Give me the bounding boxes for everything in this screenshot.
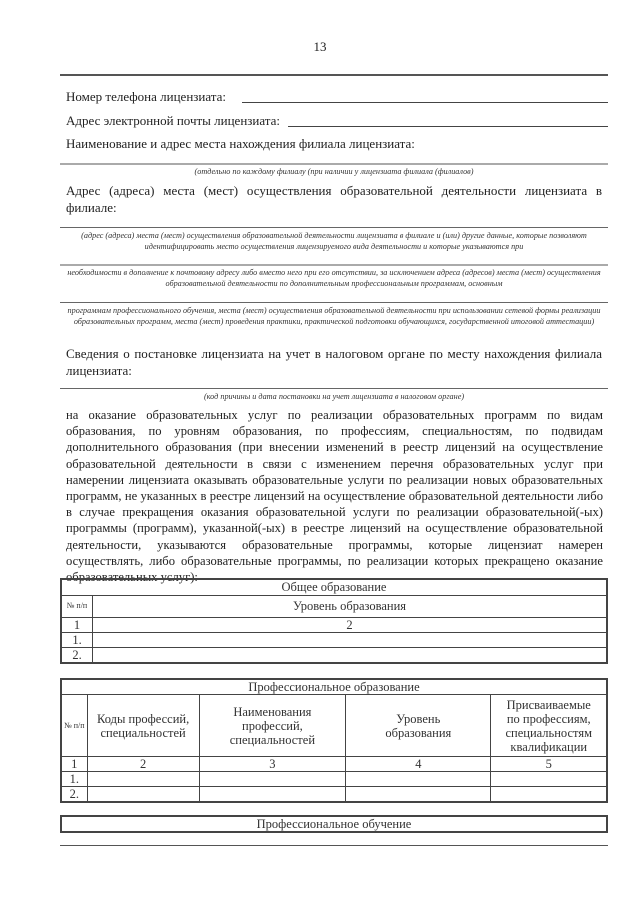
prof-row-1-names[interactable] — [199, 772, 346, 787]
prof-header-codes: Коды профессий, специальностей — [87, 695, 199, 757]
table-row — [61, 787, 607, 803]
general-row-2-level[interactable] — [93, 647, 608, 663]
prof-row-2-names[interactable] — [199, 787, 346, 803]
tax-heading: Сведения о постановке лицензиата на учет в налоговом органе по месту нахождения филиала лицензиата: — [66, 346, 602, 378]
table-row — [61, 647, 607, 663]
address-heading: Адрес (адреса) места (мест) осуществления образовательной деятельности лицензиата в филиале: — [66, 183, 602, 215]
address-input-line-1[interactable] — [60, 227, 608, 228]
bottom-divider — [60, 845, 608, 846]
address-caption-3: программам профессионального обучения, места (мест) осуществления образовательной деятельности при использовании сетевой формы реализации образовательных программ, места (мест) проведения практики, практической подготовки обучающихся, государственной итоговой аттестации) — [67, 306, 601, 326]
prof-row-2-level[interactable] — [346, 787, 491, 803]
prof-header-level: Уровень образования — [346, 695, 491, 757]
prof-row-2-qualifications[interactable] — [491, 787, 607, 803]
tax-caption: (код причины и дата постановки на учет лицензиата в налоговом органе) — [203, 392, 465, 401]
table-row — [61, 772, 607, 787]
prof-header-number: № п/п — [61, 695, 87, 757]
prof-colnum-1: 1 — [61, 757, 87, 772]
prof-row-2-number: 2. — [61, 787, 87, 803]
address-input-line-2[interactable] — [60, 264, 608, 266]
general-header-number: № п/п — [61, 595, 93, 617]
branch-caption: (отдельно по каждому филиалу (при наличии у лицензиата филиала (филиалов) — [194, 167, 474, 176]
professional-education-table — [60, 678, 608, 803]
general-table-title: Общее образование — [61, 579, 607, 595]
page-number: 13 — [313, 39, 327, 54]
header-divider — [60, 74, 608, 76]
general-education-table — [60, 578, 608, 664]
general-header-level: Уровень образования — [93, 595, 608, 617]
branch-input-line[interactable] — [60, 163, 608, 165]
prof-colnum-4: 4 — [346, 757, 491, 772]
general-row-2-number: 2. — [61, 647, 93, 663]
prof-row-2-codes[interactable] — [87, 787, 199, 803]
general-colnum-2: 2 — [93, 617, 608, 632]
services-paragraph: на оказание образовательных услуг по реализации образовательных программ по видам образования, по уровням образования, по профессиям, специальностям, по подвидам дополнительного образования (при внесении изменений в реестр лицензий на осуществление образовательной деятельности в связи с изменением перечня образовательных услуг при намерении лицензиата оказывать образовательные услуги по реализации новых образовательных программ, не указанных в реестре лицензий на осуществление образовательной деятельности либо в случае прекращения оказания образовательной услуги по реализации образовательной(-ых) программы (программ), указанной(-ых) в реестре лицензий на осуществление образовательной деятельности, указываются образовательные программы, которые лицензиат намерен осуществлять, либо образовательные программы, по реализации которых прекращено оказание образовательных услуг): — [66, 408, 603, 585]
email-input-line[interactable] — [288, 126, 608, 127]
prof-row-1-number: 1. — [61, 772, 87, 787]
tax-input-line[interactable] — [60, 388, 608, 389]
table-row — [61, 632, 607, 647]
general-row-1-level[interactable] — [93, 632, 608, 647]
prof-colnum-3: 3 — [199, 757, 346, 772]
address-caption-2: необходимости в дополнение к почтовому адресу либо вместо него при его отсутствии, за исключением адреса (адресов) места (мест) осуществления образовательной деятельности по дополнительным профессиональным программам, основным — [67, 268, 601, 288]
professional-table-title: Профессиональное образование — [61, 679, 607, 695]
prof-header-names: Наименования профессий, специальностей — [199, 695, 346, 757]
address-input-line-3[interactable] — [60, 302, 608, 303]
general-row-1-number: 1. — [61, 632, 93, 647]
address-caption-1: (адрес (адреса) места (мест) осуществления образовательной деятельности лицензиата в филиале и (или) другие данные, которые позволяют идентифицировать место осуществления лицензируемого вида деятельности и которые указываются при — [81, 231, 587, 251]
professional-training-table — [60, 815, 608, 833]
phone-input-line[interactable] — [242, 102, 608, 103]
prof-row-1-qualifications[interactable] — [491, 772, 607, 787]
training-table-title: Профессиональное обучение — [61, 816, 607, 832]
prof-row-1-codes[interactable] — [87, 772, 199, 787]
general-colnum-1: 1 — [61, 617, 93, 632]
prof-header-qualifications: Присваиваемые по профессиям, специальностям квалификации — [491, 695, 607, 757]
prof-row-1-level[interactable] — [346, 772, 491, 787]
prof-colnum-2: 2 — [87, 757, 199, 772]
email-label: Адрес электронной почты лицензиата: — [66, 113, 281, 128]
branch-label: Наименование и адрес места нахождения филиала лицензиата: — [66, 136, 415, 151]
phone-label: Номер телефона лицензиата: — [66, 89, 227, 104]
prof-colnum-5: 5 — [491, 757, 607, 772]
